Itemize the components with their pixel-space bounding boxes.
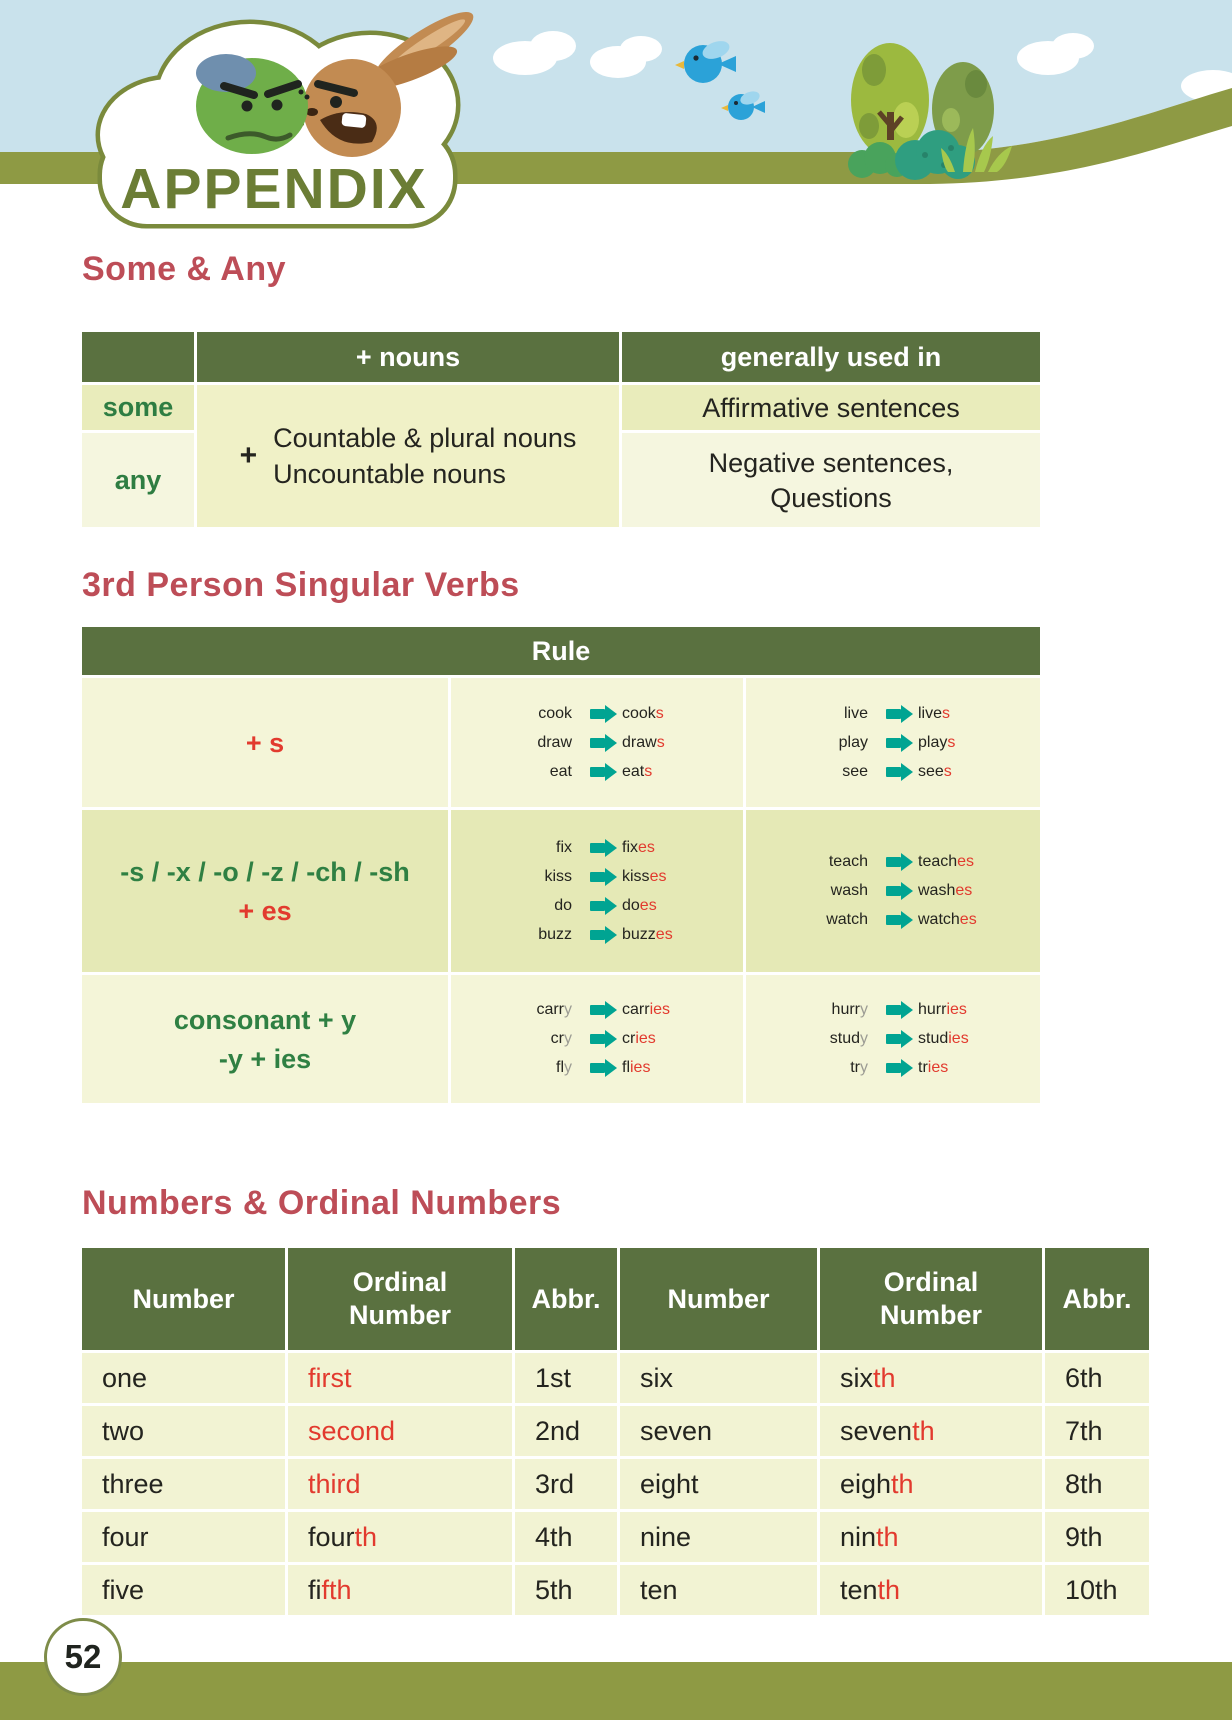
verb-result: washes	[918, 882, 973, 899]
numbers-header-abbr: Abbr.	[1045, 1248, 1149, 1350]
verb-result: teaches	[918, 853, 975, 870]
number-cell: five	[82, 1565, 285, 1615]
suffix: s	[942, 704, 951, 722]
any-cell: any	[82, 433, 194, 527]
abbr-cell: 9th	[1045, 1512, 1149, 1562]
suffix: es	[957, 853, 975, 870]
dropped-letter: y	[564, 1001, 572, 1018]
page-number: 52	[64, 1638, 102, 1675]
verb-base: live	[843, 704, 868, 722]
verb-example	[457, 763, 737, 781]
ordinal-suffix: th	[873, 1362, 896, 1393]
verb-base: try	[850, 1059, 868, 1076]
abbr-cell: 10th	[1045, 1565, 1149, 1615]
verb-base: hurry	[831, 1001, 868, 1018]
abbr-cell: 2nd	[515, 1406, 617, 1456]
suffix: es	[638, 838, 655, 856]
arrow-icon	[590, 872, 605, 882]
verb-result: studies	[918, 1030, 969, 1047]
verb-examples-left	[451, 678, 743, 807]
abbr-cell: 1st	[515, 1353, 617, 1403]
verb-examples-left	[451, 975, 743, 1103]
verb-base: fly	[556, 1059, 572, 1076]
arrow-icon	[886, 915, 901, 925]
number-cell: four	[82, 1512, 285, 1562]
suffix: s	[656, 733, 665, 751]
ordinal-cell	[288, 1353, 512, 1403]
verb-base: buzz	[538, 925, 572, 943]
appendix-title: APPENDIX	[120, 157, 428, 221]
suffix: es	[639, 896, 657, 914]
some-cell: some	[82, 385, 194, 430]
verb-example	[752, 1001, 1034, 1019]
verb-base: cry	[550, 1030, 572, 1047]
verb-result: sees	[918, 762, 952, 780]
page-number-badge	[44, 1618, 122, 1696]
arrow-icon	[590, 930, 605, 940]
abbr-cell: 3rd	[515, 1459, 617, 1509]
verb-result: does	[622, 896, 657, 914]
verb-example	[752, 1059, 1034, 1077]
verb-example	[457, 839, 737, 857]
arrow-icon	[590, 709, 605, 719]
negative-cell	[622, 433, 1040, 527]
number-cell: eight	[620, 1459, 817, 1509]
verb-base: play	[838, 733, 868, 751]
abbr-cell: 5th	[515, 1565, 617, 1615]
arrow-icon	[886, 886, 901, 896]
verb-result: fixes	[622, 838, 655, 856]
number-cell: ten	[620, 1565, 817, 1615]
verb-result: cries	[622, 1030, 656, 1047]
verb-example	[457, 1001, 737, 1019]
verb-example	[752, 882, 1034, 900]
verb-example	[457, 926, 737, 944]
verb-example	[752, 705, 1034, 723]
ordinal-suffix: fth	[321, 1574, 352, 1605]
verb-result: lives	[918, 704, 951, 722]
ordinal-cell: six th	[820, 1353, 1042, 1403]
suffix: s	[655, 704, 664, 722]
nouns-cell	[197, 385, 619, 527]
verb-result: eats	[622, 762, 653, 780]
dropped-letter: y	[564, 1059, 572, 1076]
verb-base: carry	[536, 1001, 572, 1018]
verb-rule-cell	[82, 975, 448, 1103]
suffix: es	[655, 925, 673, 943]
verb-result: hurries	[918, 1001, 967, 1018]
ordinal-cell: nin th	[820, 1512, 1042, 1562]
nouns-line-2: Uncountable nouns	[273, 458, 506, 489]
verb-example	[752, 734, 1034, 752]
verb-base: teach	[828, 853, 868, 870]
verb-result: plays	[918, 733, 956, 751]
ordinal-suffix: second	[308, 1415, 396, 1446]
suffix: s	[943, 762, 952, 780]
number-cell: nine	[620, 1512, 817, 1562]
verb-base: fix	[556, 838, 572, 856]
some-any-header-nouns: + nouns	[197, 332, 619, 382]
verb-result: buzzes	[622, 925, 673, 943]
some-any-header-usage: generally used in	[622, 332, 1040, 382]
suffix: es	[959, 911, 977, 928]
verb-example	[752, 763, 1034, 781]
verb-example	[752, 911, 1034, 929]
dropped-letter: y	[860, 1001, 868, 1018]
verb-example	[457, 897, 737, 915]
dropped-letter: y	[860, 1059, 868, 1076]
suffix: ies	[649, 1001, 671, 1018]
suffix: ies	[946, 1001, 967, 1018]
arrow-icon	[886, 1005, 901, 1015]
ordinal-suffix: th	[912, 1415, 935, 1446]
verb-result: kisses	[622, 867, 667, 885]
suffix: es	[649, 867, 667, 885]
verb-result: flies	[622, 1059, 651, 1076]
section-title-verbs: 3rd Person Singular Verbs	[82, 566, 520, 604]
ordinal-cell: seven th	[820, 1406, 1042, 1456]
abbr-cell: 8th	[1045, 1459, 1149, 1509]
verb-base: kiss	[544, 867, 572, 885]
verb-rule-cell	[82, 810, 448, 972]
numbers-header-ordinal: Ordinal Number	[288, 1248, 512, 1350]
affirmative-cell	[622, 385, 1040, 430]
ordinal-cell: ten th	[820, 1565, 1042, 1615]
some-any-header-empty	[82, 332, 194, 382]
usage-line: Affirmative sentences	[702, 392, 960, 423]
verb-base: cook	[538, 704, 572, 722]
suffix: es	[955, 882, 973, 899]
number-cell: two	[82, 1406, 285, 1456]
verb-base: draw	[537, 733, 572, 751]
arrow-icon	[886, 767, 901, 777]
verb-base: wash	[830, 882, 868, 899]
dropped-letter: y	[564, 1030, 572, 1047]
arrow-icon	[886, 1063, 901, 1073]
verb-examples-left	[451, 810, 743, 972]
abbr-cell: 6th	[1045, 1353, 1149, 1403]
verb-result: watches	[918, 911, 977, 928]
section-title-some-any: Some & Any	[82, 250, 287, 288]
bottom-band	[0, 1662, 1232, 1720]
ordinal-cell: four th	[288, 1512, 512, 1562]
abbr-cell: 4th	[515, 1512, 617, 1562]
verb-examples-right	[746, 678, 1040, 807]
verb-base: watch	[826, 911, 868, 928]
verb-examples-right	[746, 810, 1040, 972]
verb-base: do	[554, 896, 572, 914]
arrow-icon	[886, 709, 901, 719]
ordinal-cell: fi fth	[288, 1565, 512, 1615]
ordinal-cell	[288, 1406, 512, 1456]
arrow-icon	[590, 1005, 605, 1015]
verb-result: tries	[918, 1059, 949, 1076]
number-cell: six	[620, 1353, 817, 1403]
usage-line-2: Questions	[770, 482, 892, 513]
suffix: s	[644, 762, 653, 780]
header-banner	[0, 0, 1232, 232]
arrow-icon	[590, 767, 605, 777]
verbs-rule-header: Rule	[82, 627, 1040, 675]
ordinal-suffix: th	[891, 1468, 914, 1499]
suffix: ies	[927, 1059, 949, 1076]
nouns-lines	[273, 423, 576, 490]
verb-example	[457, 1030, 737, 1048]
verb-base: study	[829, 1030, 868, 1047]
numbers-header-number: Number	[620, 1248, 817, 1350]
verbs-table	[82, 627, 1040, 1103]
number-cell: seven	[620, 1406, 817, 1456]
verb-result: draws	[622, 733, 665, 751]
arrow-icon	[590, 901, 605, 911]
arrow-icon	[590, 738, 605, 748]
arrow-icon	[590, 1034, 605, 1044]
ordinal-cell: eigh th	[820, 1459, 1042, 1509]
suffix: ies	[635, 1030, 656, 1047]
verb-base: see	[842, 762, 868, 780]
suffix: ies	[630, 1059, 651, 1076]
verb-rule-line: -s / -x / -o / -z / -ch / -sh	[120, 856, 410, 887]
number-cell: three	[82, 1459, 285, 1509]
verb-rule-cell	[82, 678, 448, 807]
verb-example	[752, 1030, 1034, 1048]
usage-line-1: Negative sentences,	[708, 447, 954, 478]
arrow-icon	[590, 843, 605, 853]
ordinal-cell	[288, 1459, 512, 1509]
ordinal-suffix: th	[876, 1521, 899, 1552]
some-any-table	[82, 332, 1040, 527]
verb-example	[457, 705, 737, 723]
banner-illustration	[0, 0, 1232, 232]
verb-base: eat	[549, 762, 572, 780]
numbers-header-abbr: Abbr.	[515, 1248, 617, 1350]
arrow-icon	[590, 1063, 605, 1073]
verb-rule-line: -y + ies	[218, 1043, 312, 1074]
number-cell: one	[82, 1353, 285, 1403]
verb-result: cooks	[622, 704, 664, 722]
dropped-letter: y	[860, 1030, 868, 1047]
arrow-icon	[886, 738, 901, 748]
ordinal-suffix: th	[877, 1574, 901, 1605]
verb-rule-line: + es	[238, 895, 292, 926]
verb-rule-line: + s	[245, 727, 285, 758]
numbers-header-ordinal: Ordinal Number	[820, 1248, 1042, 1350]
nouns-line-1: Countable & plural nouns	[273, 422, 577, 453]
verb-result: carries	[622, 1001, 671, 1018]
plus-sign: +	[239, 439, 258, 472]
suffix: s	[947, 733, 956, 751]
verb-rule-line: consonant + y	[173, 1004, 357, 1035]
ordinal-suffix: th	[354, 1521, 378, 1552]
verb-example	[457, 734, 737, 752]
abbr-cell: 7th	[1045, 1406, 1149, 1456]
ordinal-suffix: first	[308, 1362, 352, 1393]
arrow-icon	[886, 1034, 901, 1044]
verb-example	[752, 853, 1034, 871]
verb-example	[457, 1059, 737, 1077]
numbers-table	[82, 1248, 1149, 1615]
numbers-header-number: Number	[82, 1248, 285, 1350]
ordinal-suffix: third	[308, 1468, 361, 1499]
verb-examples-right	[746, 975, 1040, 1103]
suffix: ies	[948, 1030, 969, 1047]
section-title-numbers: Numbers & Ordinal Numbers	[82, 1184, 562, 1222]
arrow-icon	[886, 857, 901, 867]
verb-example	[457, 868, 737, 886]
